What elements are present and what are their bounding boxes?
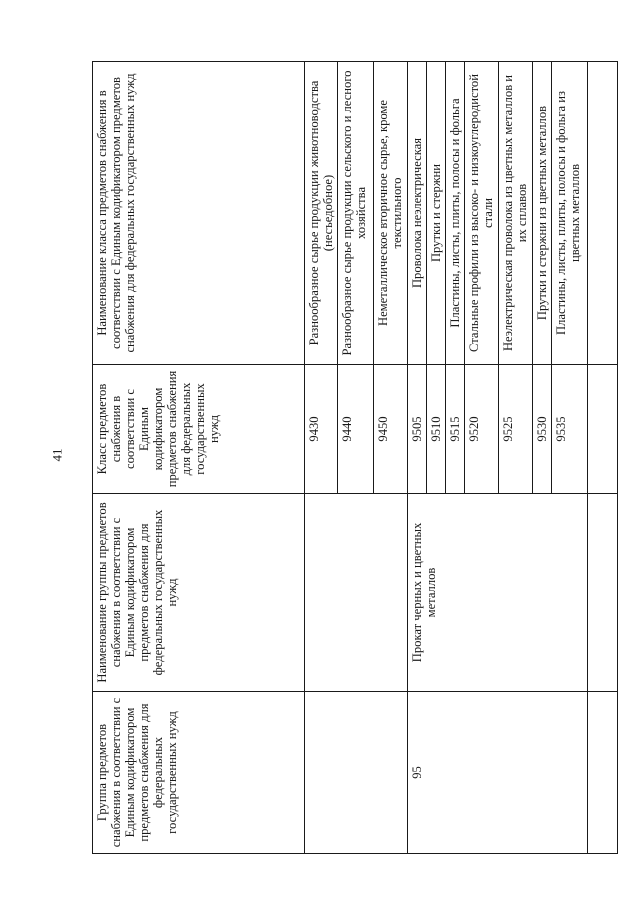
- table-row: [408, 62, 427, 854]
- class-name-cell: Пластины, листы, плиты, полосы и фольга из цветных металлов: [552, 62, 588, 365]
- class-name-cell: Прутки и стержни: [427, 62, 446, 365]
- class-code-cell: 9525: [499, 365, 533, 494]
- class-name-cell: Пластины, листы, плиты, полосы и фольга: [446, 62, 465, 365]
- class-name-cell: Стальные профили из высоко- и низкоуглеродистой стали: [465, 62, 499, 365]
- document-table-area: [92, 62, 618, 854]
- class-name-cell: Разнообразное сырье продукции животноводства (несъедобное): [305, 62, 338, 365]
- empty-group-name-cell: [305, 494, 408, 692]
- class-code-cell: 9530: [533, 365, 552, 494]
- class-code-cell: 9515: [446, 365, 465, 494]
- table-header-row: [93, 62, 305, 854]
- empty-cell: [588, 692, 618, 854]
- class-name-cell: Прутки и стержни из цветных металлов: [533, 62, 552, 365]
- empty-group-code-cell: [305, 692, 408, 854]
- class-code-cell: 9510: [427, 365, 446, 494]
- empty-cell: [588, 62, 618, 365]
- group-code-cell: 95: [408, 692, 588, 854]
- class-code-cell: 9430: [305, 365, 338, 494]
- header-class-name: Наименование класса предметов снабжения в соответствии с Единым кодификатором предметов снабжения для федеральных государственных нужд: [93, 62, 305, 365]
- header-class-code: Класс предметов снабжения в соответствии с Единым кодификатором предметов снабжения для федеральных государственных нужд: [93, 365, 305, 494]
- class-code-cell: 9535: [552, 365, 588, 494]
- class-name-cell: Неэлектрическая проволока из цветных металлов и их сплавов: [499, 62, 533, 365]
- header-group-code: Группа предметов снабжения в соответствии с Единым кодификатором предметов снабжения для федеральных государственных нужд: [93, 692, 305, 854]
- class-name-cell: Неметаллическое вторичное сырье, кроме текстильного: [374, 62, 408, 365]
- empty-cell: [588, 365, 618, 494]
- class-code-cell: 9440: [338, 365, 374, 494]
- page-number-text: 41: [49, 448, 64, 462]
- class-code-cell: 9520: [465, 365, 499, 494]
- group-name-cell: Прокат черных и цветных металлов: [408, 494, 588, 692]
- table-row: [588, 62, 618, 854]
- page-number: [50, 443, 64, 467]
- class-code-cell: 9450: [374, 365, 408, 494]
- class-name-cell: Разнообразное сырье продукции сельского и лесного хозяйства: [338, 62, 374, 365]
- table-row: [305, 62, 338, 854]
- classification-table: [92, 62, 618, 854]
- class-code-cell: 9505: [408, 365, 427, 494]
- empty-cell: [588, 494, 618, 692]
- header-group-name: Наименование группы предметов снабжения в соответствии с Единым кодификатором предметов снабжения для федеральных государственных нужд: [93, 494, 305, 692]
- class-name-cell: Проволока неэлектрическая: [408, 62, 427, 365]
- table-grid: [92, 61, 618, 854]
